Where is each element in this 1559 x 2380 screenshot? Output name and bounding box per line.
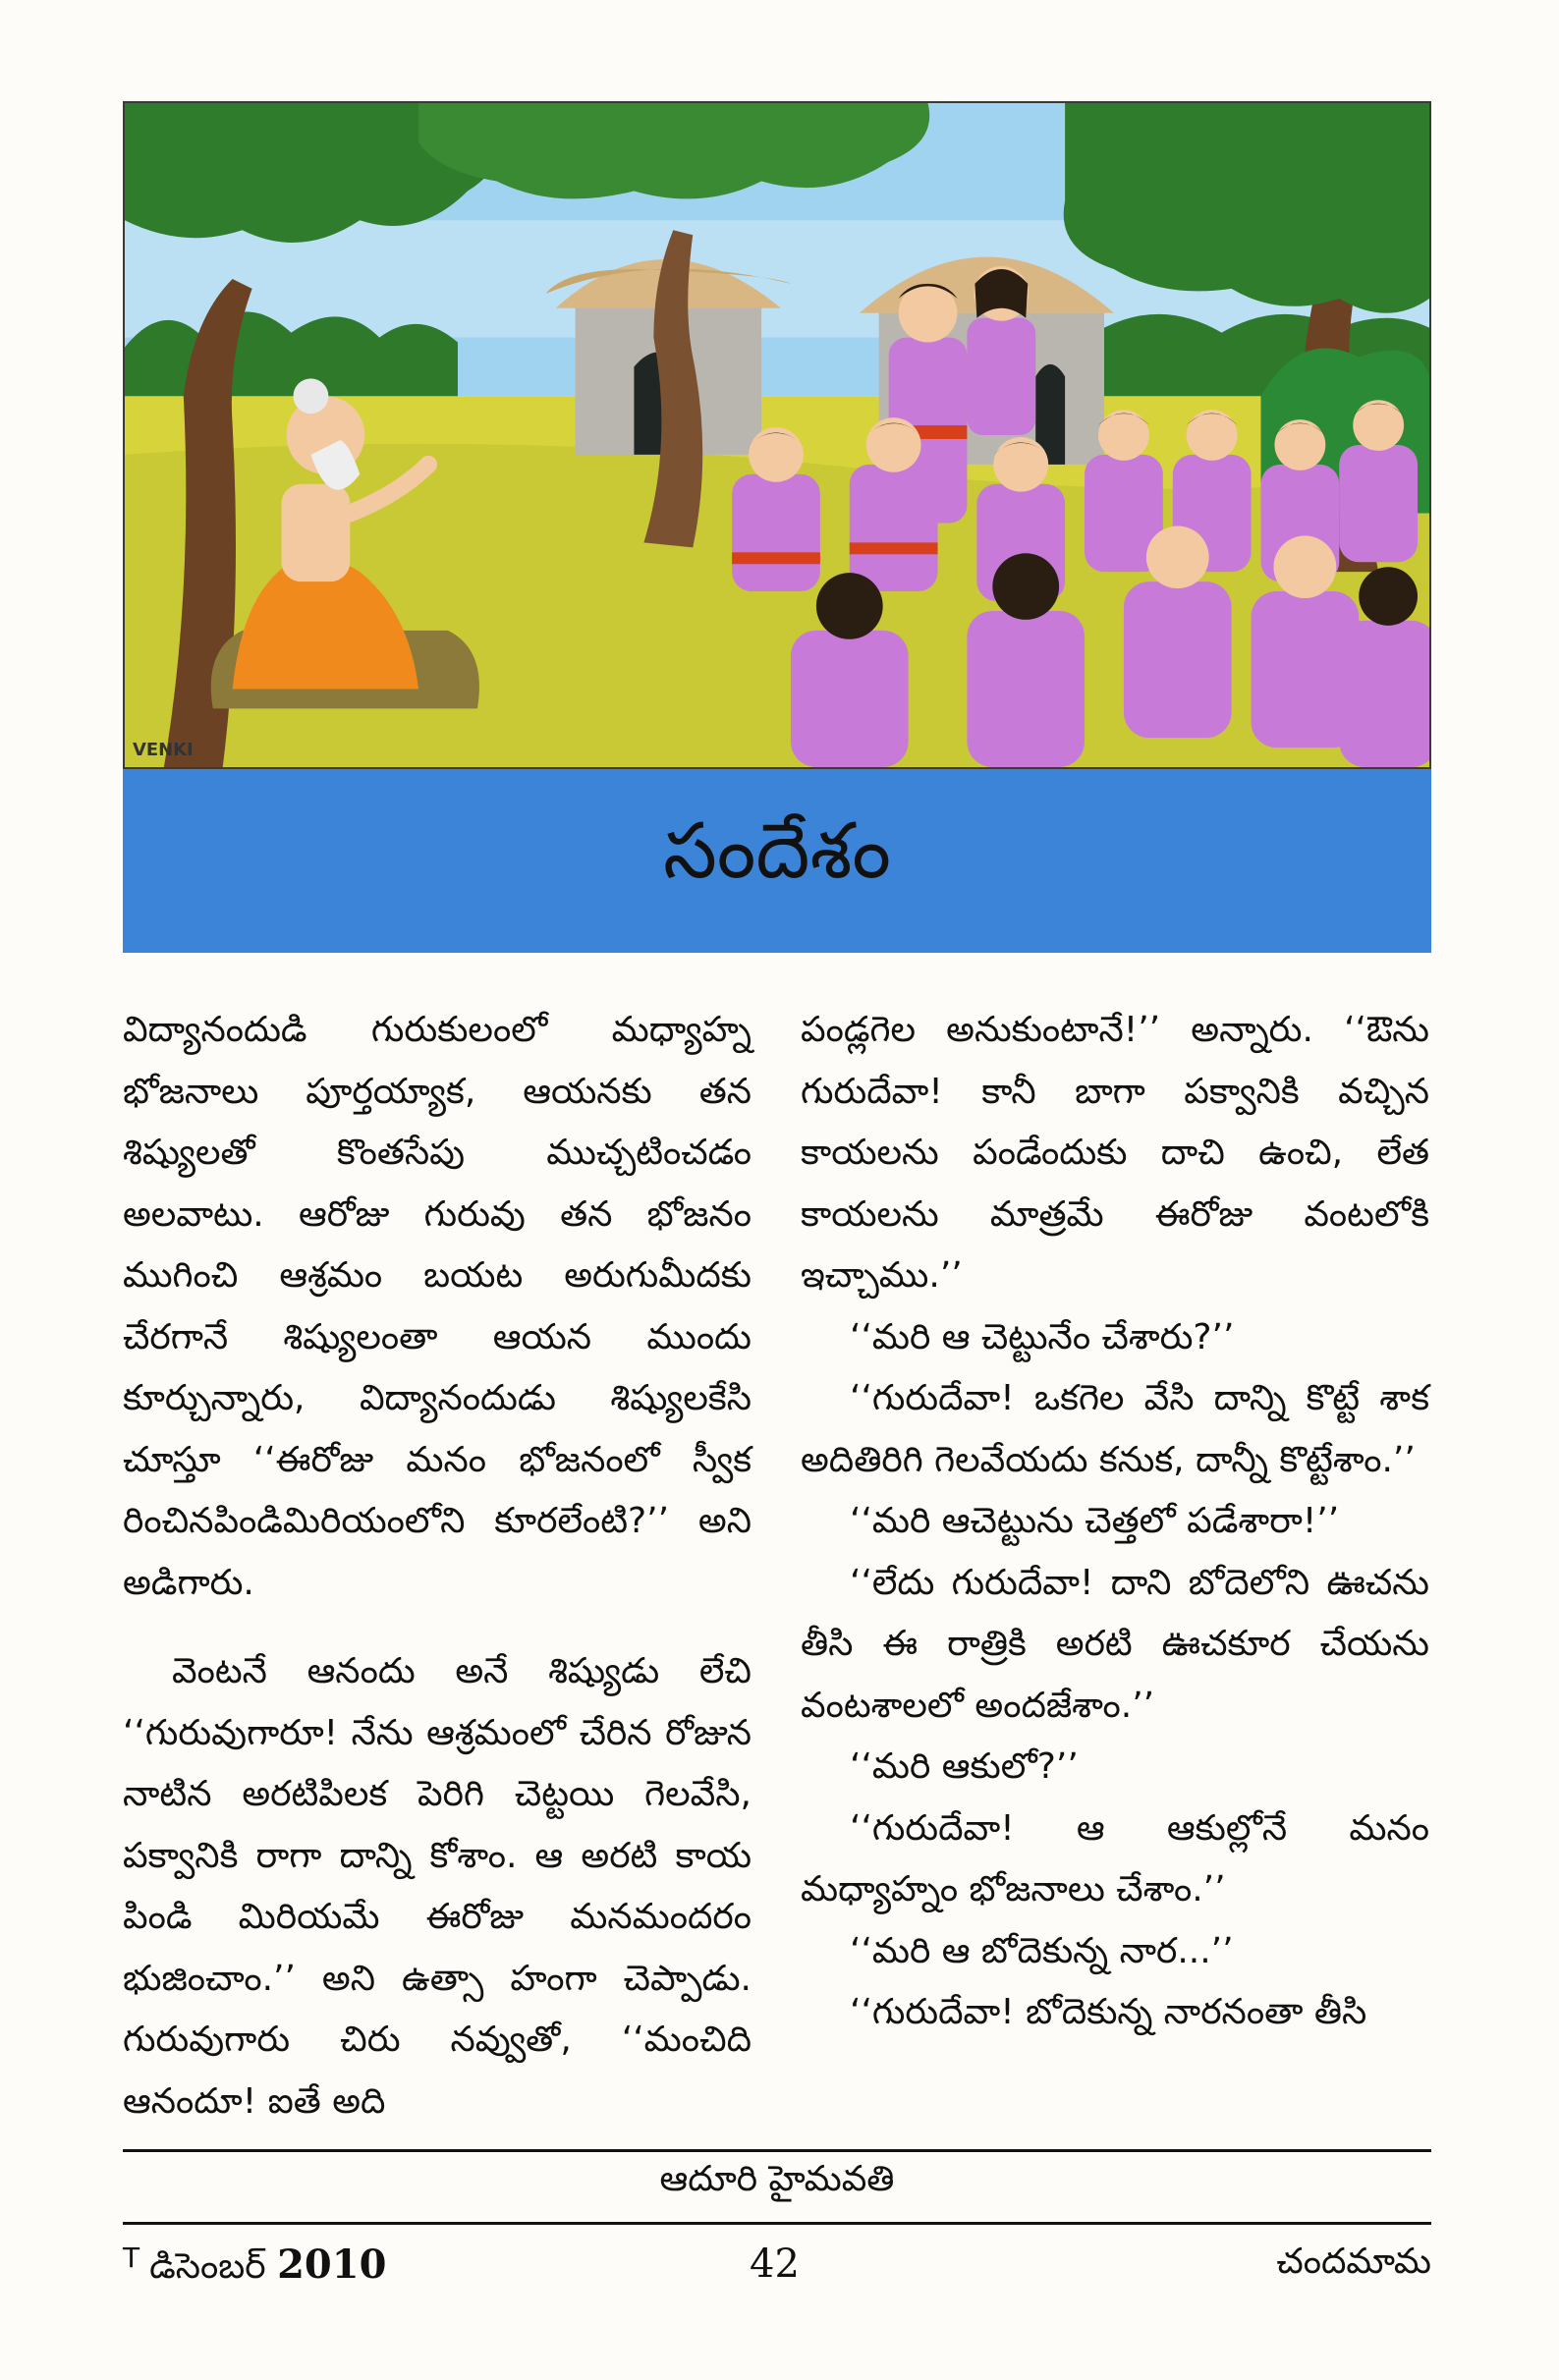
paragraph: ‘‘గురుదేవా! బోదెకున్న నారనంతా తీసి [850, 1992, 1367, 2032]
illustrator-signature: VENKI [132, 740, 194, 761]
paragraph: విద్యానందుడి గురుకులంలో మధ్యాహ్న భోజనాలు పూర్తయ్యాక, ఆయనకు తన శిష్యులతో కొంతసేపు ముచ్చటించడం అలవాటు. ఆరోజు గురువు తన భోజనం ముగించి ఆశ్రమం బయట అరుగుమీదకు చేరగానే శిష్యులంతా ఆయన ముందు కూర్చున్నారు, విద్యానందుడు శిష్యులకేసి చూస్తూ ‘‘ఈరోజు మనం భోజనంలో స్వీక రించినపిండిమిరియంలోని కూరలేంటి?’’ అని అడిగారు. [123, 1010, 752, 1603]
paragraph: ‘‘మరి ఆకులో?’’ [850, 1746, 1079, 1787]
paragraph: ‘‘లేదు గురుదేవా! దాని బోదెలోని ఊచను తీసి ఈ రాత్రికి అరటి ఊచకూర చేయను వంటశాలలో అందజేశాం.’’ [801, 1562, 1429, 1726]
title-band [123, 769, 1431, 953]
author-name: ఆదూరి హైమవతి [659, 2159, 895, 2199]
footer-rule [123, 2222, 1431, 2225]
footer-mark: T [123, 2242, 140, 2274]
footer-year: 2010 [277, 2242, 387, 2288]
footer-month: డిసెంబర్ [149, 2246, 266, 2287]
illustration-scene [125, 103, 1429, 767]
paragraph: ‘‘గురుదేవా! ఒకగెల వేసి దాన్ని కొట్టే శాక అదితిరిగి గెలవేయదు కనుక, దాన్నీ కొట్టేశాం.’’ [801, 1378, 1429, 1480]
page-number: 42 [750, 2242, 800, 2287]
footer-issue [123, 2242, 386, 2296]
magazine-name: చందమామ [1276, 2242, 1431, 2282]
author-rule-top [123, 2149, 1431, 2152]
paragraph: ‘‘మరి ఆ చెట్టునేం చేశారు?’’ [850, 1316, 1235, 1357]
story-illustration [123, 101, 1431, 769]
paragraph: ‘‘మరి ఆ బోదెకున్న నార...’’ [850, 1930, 1234, 1971]
paragraph: వెంటనే ఆనందు అనే శిష్యుడు లేచి ‘‘గురువుగారూ! నేను ఆశ్రమంలో చేరిన రోజున నాటిన అరటిపిలక పెరిగి చెట్టయి గెలవేసి, పక్వానికి రాగా దాన్ని కోశాం. ఆ అరటి కాయ పిండి మిరియమే ఈరోజు మనమందరం భుజించాం.’’ అని ఉత్సా హంగా చెప్పాడు. గురువుగారు చిరు నవ్వుతో, ‘‘మంచిది ఆనందూ! ఐతే అది [123, 1651, 752, 2122]
paragraph: పండ్లగెల అనుకుంటానే!’’ అన్నారు. ‘‘ఔను గురుదేవా! కానీ బాగా పక్వానికి వచ్చిన కాయలను పండేందుకు దాచి ఉంచి, లేత కాయలను మాత్రమే ఈరోజు వంటలోకి ఇచ్చాము.’’ [801, 1010, 1429, 1296]
left-column [123, 1000, 752, 2132]
paragraph: ‘‘మరి ఆచెట్టును చెత్తలో పడేశారా!’’ [850, 1501, 1340, 1541]
story-title: సందేశం [663, 807, 891, 896]
right-column [801, 1000, 1429, 2044]
paragraph: ‘‘గురుదేవా! ఆ ఆకుల్లోనే మనం మధ్యాహ్నం భోజనాలు చేశాం.’’ [801, 1807, 1429, 1910]
